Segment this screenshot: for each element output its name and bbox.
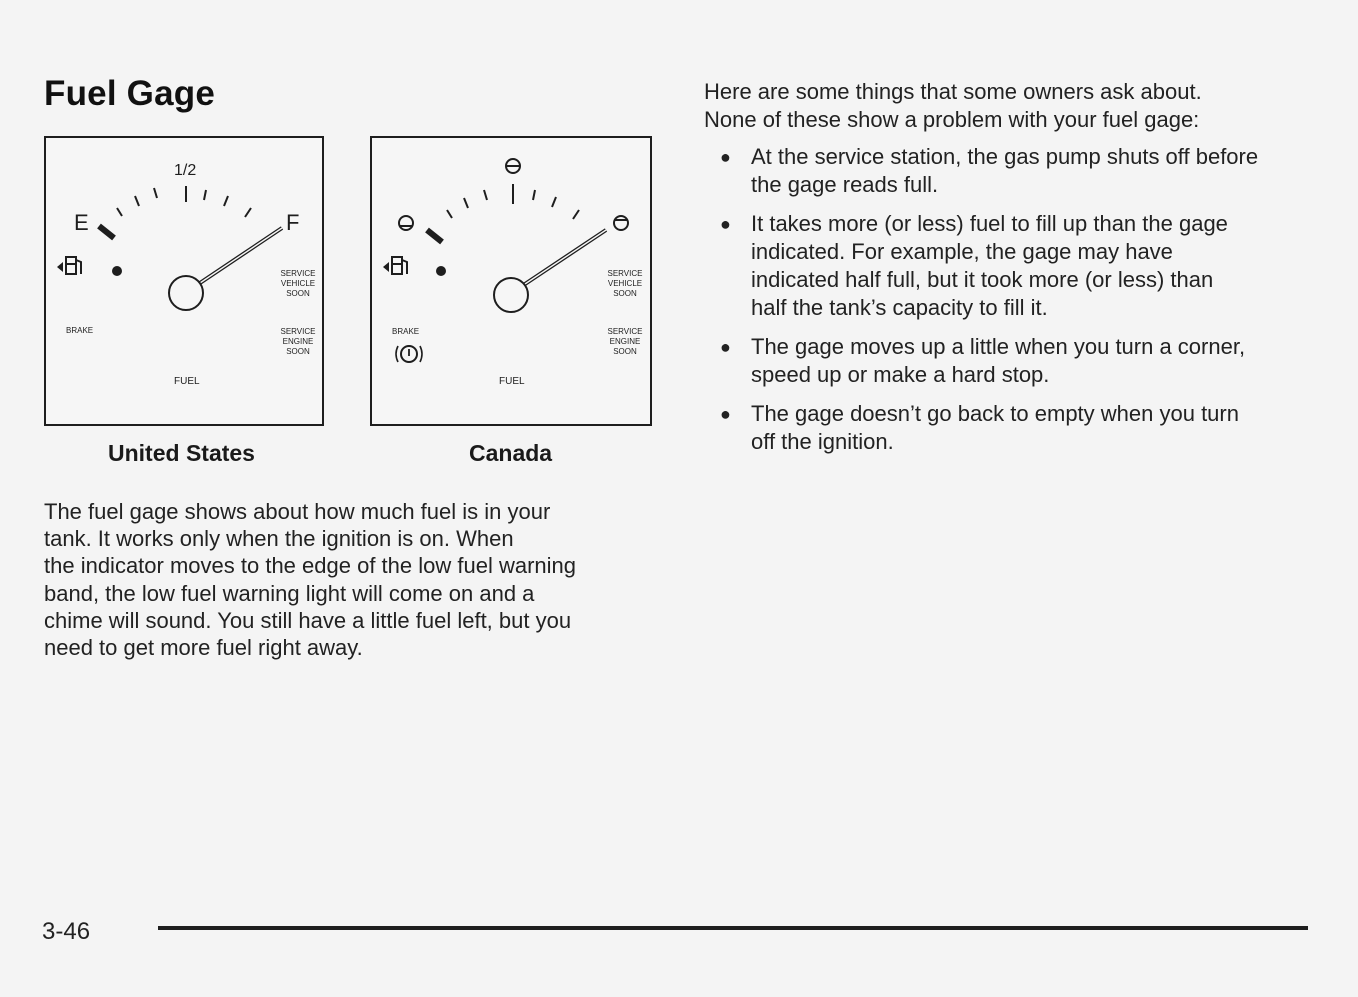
bullet-icon: ● xyxy=(720,214,731,234)
fuel-gauge-us xyxy=(44,136,324,426)
low-fuel-warning-band xyxy=(427,230,442,242)
fuel-gauge-canada xyxy=(370,136,652,426)
list-item: ● The gage doesn’t go back to empty when you turn off the ignition. xyxy=(720,401,1239,454)
caption-canada: Canada xyxy=(469,440,553,466)
fuel-gauge-canada-dial xyxy=(372,138,654,428)
svg-text:SOON: SOON xyxy=(286,289,310,298)
gauge-tick-marks xyxy=(117,186,251,217)
svg-text:SERVICE: SERVICE xyxy=(280,269,316,278)
intro-line: Here are some things that some owners ask about. xyxy=(704,79,1202,104)
fuel-label: FUEL xyxy=(499,376,525,387)
footer-divider xyxy=(158,926,1308,930)
service-engine-soon-label xyxy=(608,327,643,356)
empty-tank-icon xyxy=(399,216,413,230)
caption-united-states: United States xyxy=(108,440,255,466)
fuel-pump-icon xyxy=(383,257,407,274)
paragraph-line: need to get more fuel right away. xyxy=(44,635,363,661)
bullet-icon: ● xyxy=(720,337,731,357)
paragraph-line: tank. It works only when the ignition is on. When xyxy=(44,526,514,552)
service-vehicle-soon-label xyxy=(608,269,643,298)
brake-warning-icon xyxy=(396,346,422,362)
intro-line: None of these show a problem with your fuel gage: xyxy=(704,106,1200,132)
svg-text:ENGINE: ENGINE xyxy=(609,337,641,346)
svg-text:SERVICE: SERVICE xyxy=(607,269,643,278)
needle-hub xyxy=(169,276,203,310)
svg-text:VEHICLE: VEHICLE xyxy=(280,279,316,288)
service-engine-soon-label xyxy=(281,327,316,356)
owners-questions-intro xyxy=(704,78,1324,133)
owners-questions-list xyxy=(704,143,1324,467)
list-item: ● It takes more (or less) fuel to fill up than the gage indicated. For example, the gage may have indicated half full, but it took more (or less) than half the tank’s capacity to fill it. xyxy=(720,211,1228,320)
svg-text:SOON: SOON xyxy=(613,289,637,298)
fuel-label: FUEL xyxy=(174,376,200,387)
low-fuel-warning-light-icon xyxy=(112,266,122,276)
half-tank-icon xyxy=(506,159,520,173)
page-number: 3-46 xyxy=(42,918,91,945)
gauge-tick-marks xyxy=(447,184,579,219)
bullet-icon: ● xyxy=(720,404,731,424)
fuel-gage-description xyxy=(44,498,654,661)
needle-hub xyxy=(494,278,528,312)
list-item: ● The gage moves up a little when you turn a corner, speed up or make a hard stop. xyxy=(720,334,1246,387)
svg-text:SERVICE: SERVICE xyxy=(280,327,316,336)
gauge-half-label: 1/2 xyxy=(174,162,197,179)
fuel-pump-icon xyxy=(57,257,81,274)
svg-text:SOON: SOON xyxy=(286,347,310,356)
gauge-empty-label: E xyxy=(74,210,89,235)
svg-text:SOON: SOON xyxy=(613,347,637,356)
gauge-full-label: F xyxy=(286,210,300,235)
brake-label: BRAKE xyxy=(392,327,420,336)
paragraph-line: the indicator moves to the edge of the low fuel warning xyxy=(44,553,576,579)
paragraph-line: The fuel gage shows about how much fuel is in your xyxy=(44,499,551,524)
fuel-gauge-us-dial xyxy=(46,138,326,428)
brake-label: BRAKE xyxy=(66,326,94,335)
paragraph-line: chime will sound. You still have a little fuel left, but you xyxy=(44,607,572,633)
full-tank-icon xyxy=(614,216,628,230)
svg-text:VEHICLE: VEHICLE xyxy=(607,279,643,288)
paragraph-line: band, the low fuel warning light will come on and a xyxy=(44,580,535,606)
page-title: Fuel Gage xyxy=(44,74,216,113)
svg-text:ENGINE: ENGINE xyxy=(282,337,314,346)
list-item: ● At the service station, the gas pump shuts off before the gage reads full. xyxy=(720,144,1259,197)
service-vehicle-soon-label xyxy=(281,269,316,298)
low-fuel-warning-light-icon xyxy=(436,266,446,276)
svg-text:SERVICE: SERVICE xyxy=(607,327,643,336)
low-fuel-warning-band xyxy=(99,226,114,238)
bullet-icon: ● xyxy=(720,147,731,167)
